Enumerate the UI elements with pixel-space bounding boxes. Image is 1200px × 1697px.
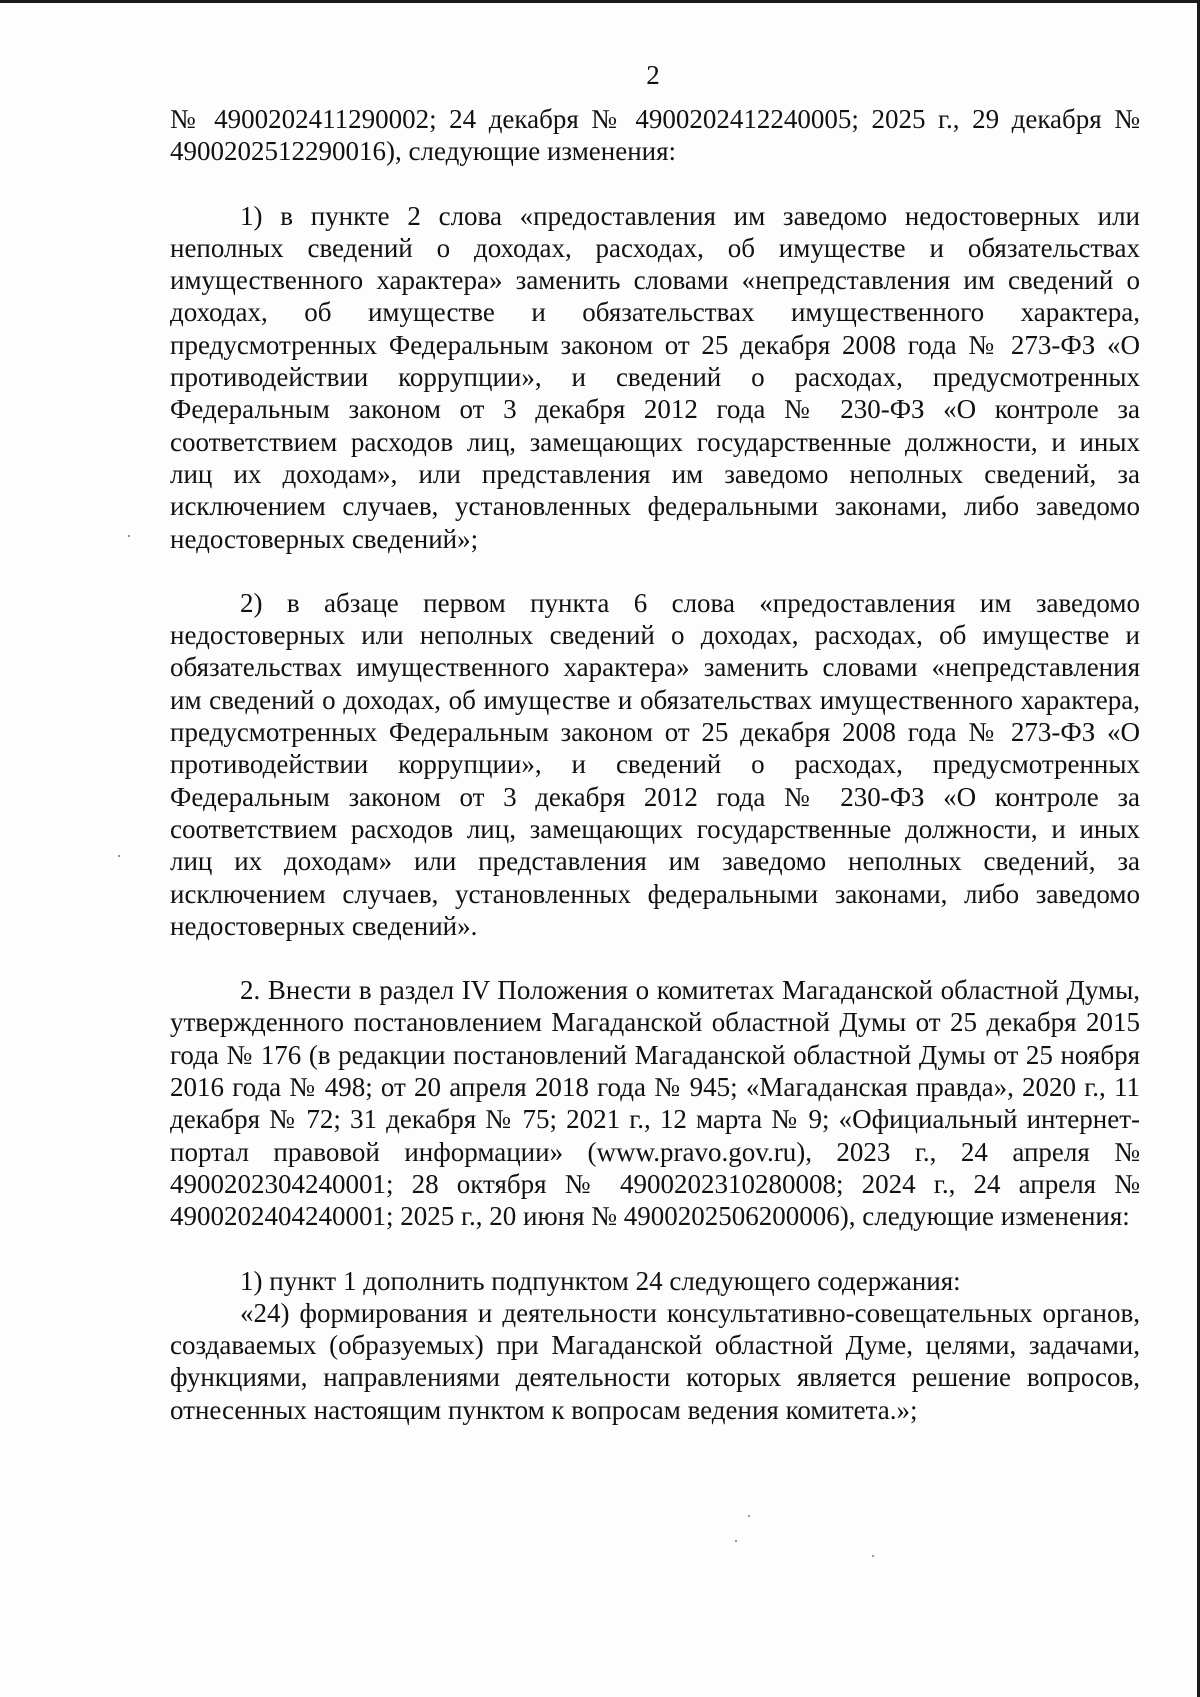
scan-speck <box>748 1515 750 1517</box>
scan-speck <box>128 535 130 537</box>
paragraph-item-1: 1) в пункте 2 слова «предоставления им заведомо недостоверных или неполных сведений о доходах, расходах, об имуществе и обязательствах имущественного характера» заменить словами «непредставления им сведений о доходах, об имуществе и обязательствах имущественного характера, предусмотренных Федеральным законом от 25 декабря 2008 года № 273-ФЗ «О противодействии коррупции», и сведений о расходах, предусмотренных Федеральным законом от 3 декабря 2012 года № 230-ФЗ «О контроле за соответствием расходов лиц, замещающих государственные должности, и иных лиц их доходам», или представления им заведомо неполных сведений, за исключением случаев, установленных федеральными законами, либо заведомо недостоверных сведений»; <box>170 200 1140 554</box>
paragraph-quoted-subitem-24: «24) формирования и деятельности консультативно-совещательных органов, создаваемых (образуемых) при Магаданской областной Думе, целями, задачами, функциями, направлениями деятельности которых является решение вопросов, отнесенных настоящим пунктом к вопросам ведения комитета.»; <box>170 1297 1140 1425</box>
scan-speck <box>872 1555 874 1557</box>
scan-speck <box>118 855 120 857</box>
page-number: 2 <box>646 60 660 90</box>
scan-edge-top <box>0 0 1200 3</box>
document-body <box>170 103 1140 1426</box>
paragraph-section-2: 2. Внести в раздел IV Положения о комитетах Магаданской областной Думы, утвержденного постановлением Магаданской областной Думы от 25 декабря 2015 года № 176 (в редакции постановлений Магаданской областной Думы от 25 ноября 2016 года № 498; от 20 апреля 2018 года № 945; «Магаданская правда», 2020 г., 11 декабря № 72; 31 декабря № 75; 2021 г., 12 марта № 9; «Официальный интернет-портал правовой информации» (www.pravo.gov.ru), 2023 г., 24 апреля № 4900202304240001; 28 октября № 4900202310280008; 2024 г., 24 апреля № 4900202404240001; 2025 г., 20 июня № 4900202506200006), следующие изменения: <box>170 975 1140 1232</box>
paragraph-subitem-1: 1) пункт 1 дополнить подпунктом 24 следующего содержания: <box>240 1265 961 1296</box>
paragraph-continuation: № 4900202411290002; 24 декабря № 4900202412240005; 2025 г., 29 декабря № 4900202512290016), следующие изменения: <box>170 104 1140 167</box>
scan-speck <box>735 1540 737 1542</box>
paragraph-item-2: 2) в абзаце первом пункта 6 слова «предоставления им заведомо недостоверных или неполных сведений о доходах, расходах, об имуществе и обязательствах имущественного характера» заменить словами «непредставления им сведений о доходах, об имуществе и обязательствах имущественного характера, предусмотренных Федеральным законом от 25 декабря 2008 года № 273-ФЗ «О противодействии коррупции», и сведений о расходах, предусмотренных Федеральным законом от 3 декабря 2012 года № 230-ФЗ «О контроле за соответствием расходов лиц, замещающих государственные должности, и иных лиц их доходам» или представления им заведомо неполных сведений, за исключением случаев, установленных федеральными законами, либо заведомо недостоверных сведений». <box>170 587 1140 941</box>
